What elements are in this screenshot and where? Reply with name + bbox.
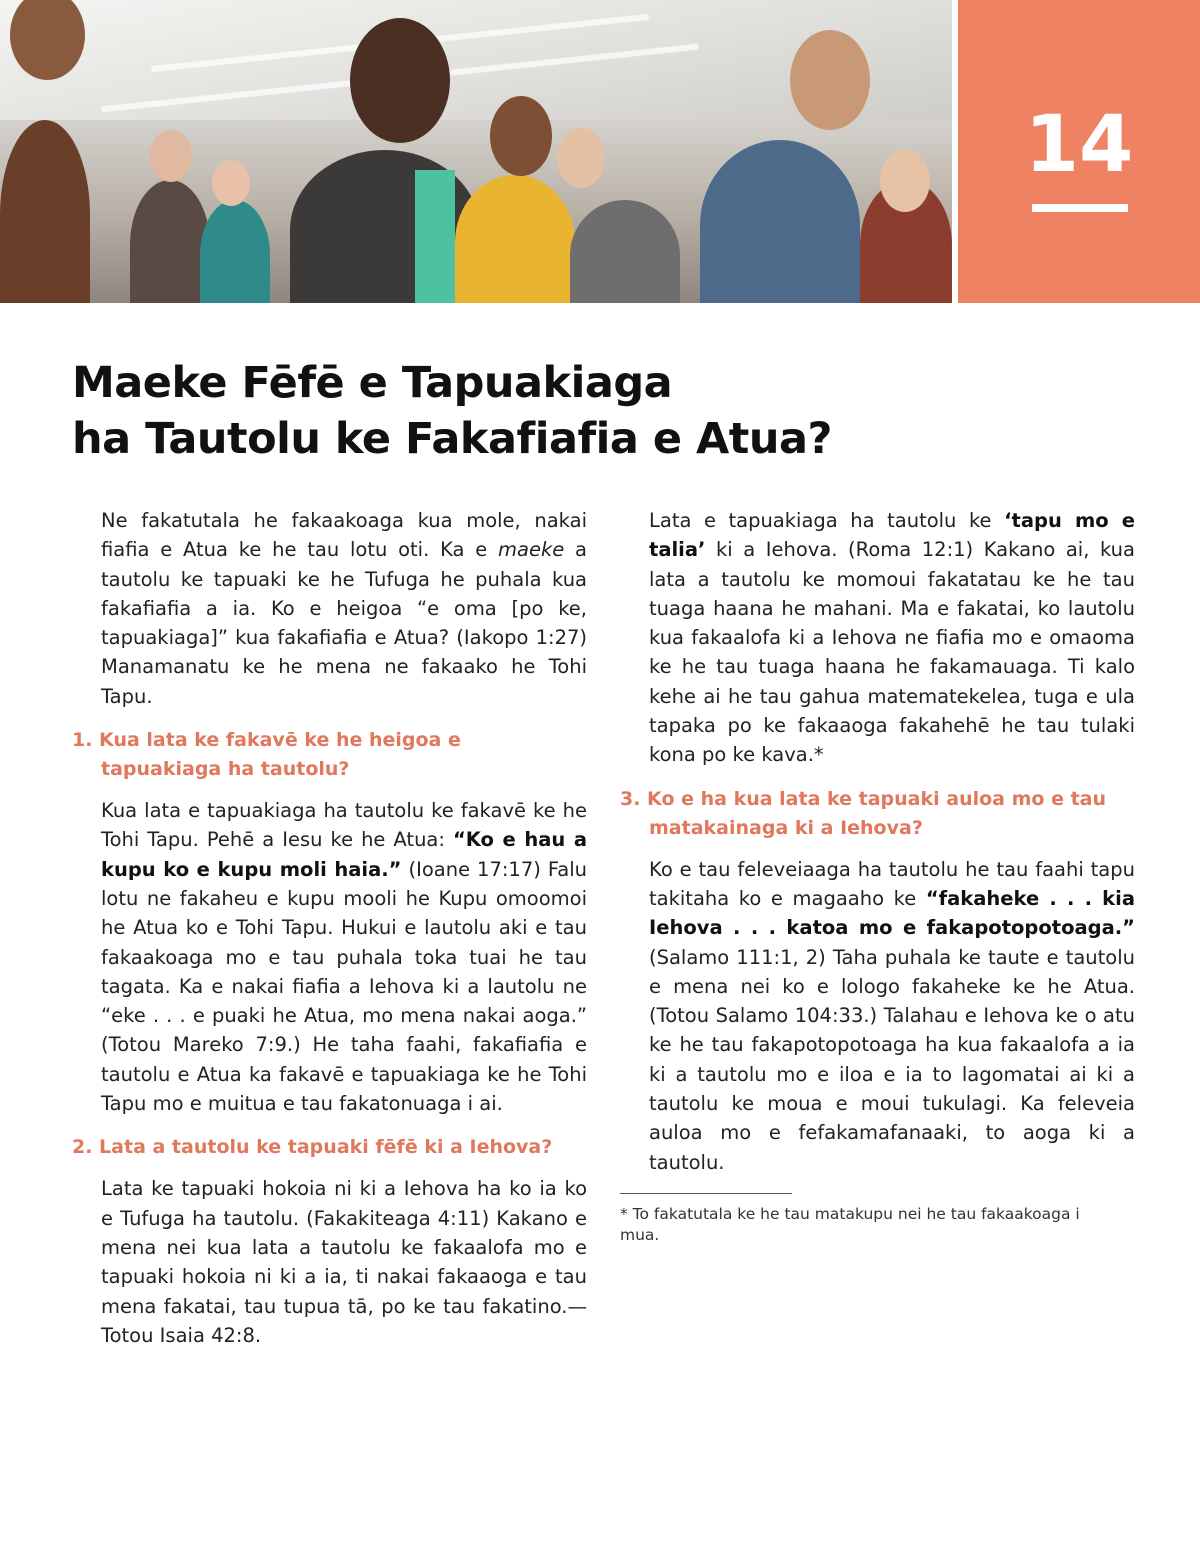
answer-2-paragraph: Lata ke tapuaki hokoia ni ki a Iehova ha ko ia ko e Tufuga ha tautolu. (Fakakiteaga 4:11) Kakano e mena nei kua lata a tautolu ke fakaalofa mo e tapuaki hokoia ni ki a ia, ti nakai fakaaoga e tau mena fakatai, tau tupua tā, po ke tau fakatino.—Totou Isaia 42:8. xyxy=(101,1177,587,1347)
person-figure xyxy=(130,180,210,303)
question-2: 2. Lata a tautolu ke tapuaki fēfē ki a Iehova? xyxy=(72,1136,553,1159)
person-figure xyxy=(455,175,575,303)
right-column xyxy=(620,506,1135,1246)
question-3: 3. Ko e ha kua lata ke tapuaki auloa mo e tau matakainaga ki a Iehova? xyxy=(620,787,1107,839)
person-head xyxy=(490,96,552,176)
question-1: 1. Kua lata ke fakavē ke he heigoa e tapuakiaga ha tautolu? xyxy=(72,729,461,781)
person-head xyxy=(212,160,250,206)
person-figure xyxy=(700,140,860,303)
chapter-number-box xyxy=(958,0,1200,303)
answer-2-continued-paragraph: Lata e tapuakiaga ha tautolu ke ‘tapu mo e talia’ ki a Iehova. (Roma 12:1) Kakano ai, kua lata a tautolu ke momoui fakatatau ke he tau tuaga haana he mahani. Ma e fakatai, ko lautolu kua fakaalofa ki a Iehova ne fiafia mo e omaoma ke he tau tuaga haana he fakamauaga. Ti kalo kehe ai he tau gahua matematekelea, tuga e ula tapaka po ke fakaaoga fakahehē he tau tulaki kona po ke kava.* xyxy=(649,509,1136,767)
person-head xyxy=(150,130,192,182)
chapter-number-underline xyxy=(1032,204,1128,212)
tie xyxy=(415,170,455,303)
person-figure xyxy=(570,200,680,303)
title-line-1: Maeke Fēfē e Tapuakiaga xyxy=(72,358,673,408)
title-line-2: ha Tautolu ke Fakafiafia e Atua? xyxy=(72,414,832,464)
person-head xyxy=(790,30,870,130)
footnote-divider xyxy=(620,1193,792,1194)
footnote: * To fakatutala ke he tau matakupu nei he tau fakaakoaga i mua. xyxy=(620,1204,1080,1244)
chapter-number: 14 xyxy=(1024,100,1134,190)
hero-photo xyxy=(0,0,952,303)
person-figure xyxy=(0,120,90,303)
left-column xyxy=(72,506,587,1350)
person-head xyxy=(557,128,605,188)
answer-3-paragraph: Ko e tau feleveiaaga ha tautolu he tau faahi tapu takitaha ko e magaaho ke “fakaheke . . . kia Iehova . . . katoa mo e fakapotopotoaga.” (Salamo 111:1, 2) Taha puhala ke taute e tautolu e mena nei ko e lologo fakaheke ke he Atua. (Totou Salamo 104:33.) Talahau e Iehova ke o atu ke he tau fakapotopotoaga ha kua fakaalofa a ia ki a tautolu mo e iloa e ia to lagomatai ai ki a tautolu ke moua e moui tukulagi. Ka feleveia auloa mo e fefakamafanaaki, to aoga ki a tautolu. xyxy=(649,857,1135,1174)
person-head xyxy=(880,150,930,212)
person-figure xyxy=(200,200,270,303)
page-title xyxy=(72,355,1122,467)
intro-paragraph: Ne fakatutala he fakaakoaga kua mole, nakai fiafia e Atua ke he tau lotu oti. Ka e maeke a tautolu ke tapuaki ke he Tufuga he puhala kua fakafiafia a ia. Ko e heigoa “e oma [po ke, tapuakiaga]” kua fakafiafia e Atua? (Iakopo 1:27) Manamanatu ke he mena ne fakaako he Tohi Tapu. xyxy=(101,509,587,708)
person-head xyxy=(350,18,450,143)
answer-1-paragraph: Kua lata e tapuakiaga ha tautolu ke fakavē ke he Tohi Tapu. Pehē a Iesu ke he Atua: “Ko e hau a kupu ko e kupu moli haia.” (Ioane 17:17) Falu lotu ne fakaheu e kupu mooli he Kupu omoomoi he Atua ko e Tohi Tapu. Hukui e lautolu aki e tau fakaakoaga mo e tau puhala toka tuai he tau tagata. Ka e nakai fiafia a Iehova ki a lautolu ne “eke . . . e puaki he Atua, mo mena nakai aoga.” (Totou Mareko 7:9.) He taha faahi, fakafiafia e tautolu e Atua ka fakavē e tapuakiaga ke he Tohi Tapu mo e muitua e tau fakatonuaga i ai. xyxy=(101,799,587,1116)
